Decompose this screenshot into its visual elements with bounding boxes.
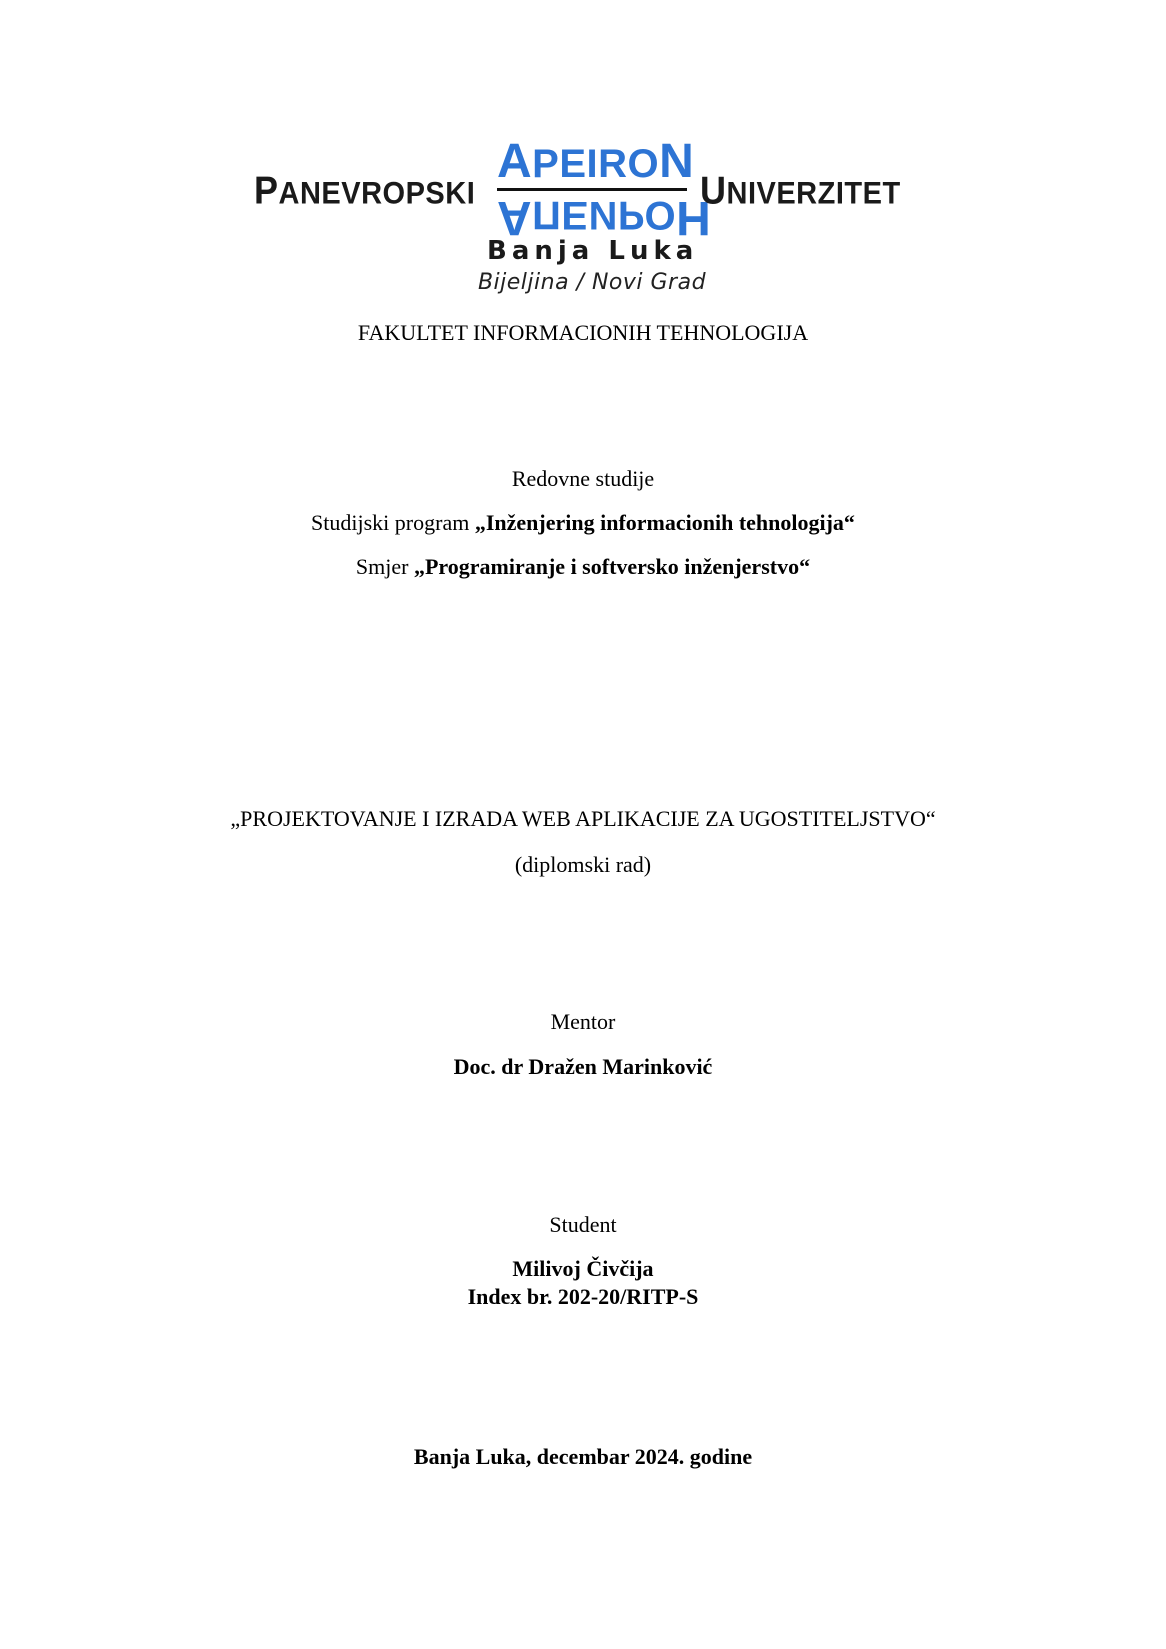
mentor-label: Mentor (550, 1009, 616, 1034)
study-type: Redovne studije (511, 466, 655, 491)
study-program-prefix: Studijski program (311, 510, 475, 535)
logo-other-cities: Bijeljina / Novi Grad (477, 270, 707, 295)
university-logo (0, 0, 1166, 300)
student-index: Index br. 202-20/RITP-S (467, 1284, 699, 1309)
study-track-name: „Programiranje i softversko inženjerstvo“ (413, 554, 811, 579)
thesis-type: (diplomski rad) (514, 852, 652, 877)
place-and-date: Banja Luka, decembar 2024. godine (413, 1444, 753, 1469)
thesis-title: „PROJEKTOVANJE I IZRADA WEB APLIKACIJE ZA UGOSTITELJSTVO“ (230, 806, 936, 831)
study-program (0, 510, 1166, 536)
logo-apeiron-mirror: AПЕИРОН (497, 191, 712, 244)
logo-word-univerzitet: UNIVERZITET (700, 168, 901, 213)
logo-apeiron: APEIRON (497, 135, 695, 188)
student-label: Student (549, 1212, 617, 1237)
faculty-name: FAKULTET INFORMACIONIH TEHNOLOGIJA (357, 320, 809, 345)
study-program-name: „Inženjering informacionih tehnologija“ (474, 510, 855, 535)
study-track (0, 554, 1166, 580)
mentor-name: Doc. dr Dražen Marinković (453, 1054, 713, 1079)
logo-word-panevropski: PANEVROPSKI (254, 168, 476, 213)
logo-city: Banja Luka (487, 236, 699, 266)
student-name: Milivoj Čivčija (512, 1256, 654, 1281)
study-track-prefix: Smjer (355, 554, 414, 579)
